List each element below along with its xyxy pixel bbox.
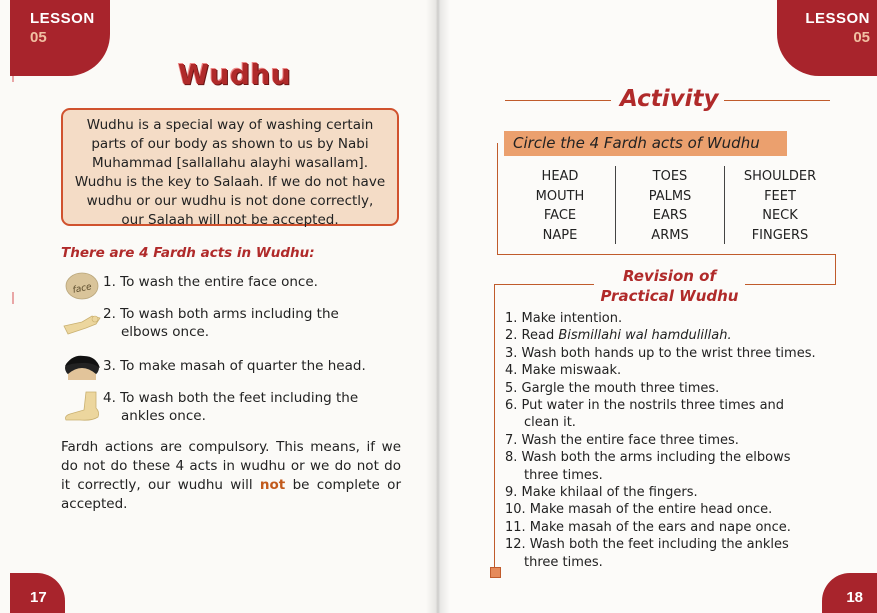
page-title: Wudhu (178, 58, 292, 91)
step-text: 4. Make miswaak. (505, 363, 622, 379)
revision-step (505, 501, 840, 518)
revision-step (505, 519, 840, 536)
fardh-item-text: 1. To wash the entire face once. (103, 274, 318, 290)
fardh-heading: There are 4 Fardh acts in Wudhu: (61, 245, 315, 261)
lesson-badge (10, 0, 110, 76)
step-text: 2. Read (505, 328, 559, 344)
word-option[interactable]: PALMS (648, 188, 692, 204)
fardh-item-text: 2. To wash both arms including the (103, 306, 339, 322)
revision-title-line: Practical Wudhu (600, 287, 739, 305)
intro-box (61, 108, 399, 226)
compulsory-emphasis: not (259, 477, 286, 493)
book-spine (426, 0, 450, 613)
step-text: 6. Put water in the nostrils three times and (505, 398, 785, 414)
word-option[interactable]: NECK (762, 208, 798, 224)
fardh-item-continuation: elbows once. (121, 324, 210, 340)
revision-title (597, 266, 742, 306)
activity-title: Activity (620, 86, 719, 112)
lesson-badge (777, 0, 877, 76)
intro-line: Wudhu is a special way of washing certain (86, 117, 374, 133)
intro-line: Muhammad [sallallahu alayhi wasallam]. (92, 155, 368, 171)
fardh-item (103, 273, 403, 291)
page-edge-mark (12, 292, 14, 304)
intro-line: wudhu or our wudhu is not done correctly, (86, 193, 374, 209)
lesson-number: 05 (30, 29, 47, 46)
frame-end-marker (490, 567, 501, 578)
step-italic-text: Bismillahi wal hamdulillah. (558, 328, 732, 344)
step-continuation: three times. (524, 554, 603, 570)
compulsory-text-end: be complete or accepted. (61, 477, 401, 512)
revision-step (505, 310, 840, 327)
word-option[interactable]: NAPE (542, 228, 578, 244)
word-column (730, 167, 830, 246)
revision-step (505, 449, 840, 484)
page-number: 17 (30, 589, 47, 606)
fardh-item (103, 389, 403, 425)
revision-step (505, 380, 840, 397)
step-text: 7. Wash the entire face three times. (505, 432, 739, 448)
head-icon (62, 352, 102, 380)
revision-steps (505, 310, 840, 571)
frame-line (835, 254, 836, 284)
compulsory-text: Fardh actions are compulsory. This means, if we do not do these 4 acts in wudhu or we do not do it correctly, our wudhu will (61, 439, 401, 493)
step-text: 10. Make masah of the entire head once. (505, 502, 773, 518)
revision-step (505, 432, 840, 449)
word-option[interactable]: SHOULDER (743, 169, 817, 184)
activity-rule-left (505, 100, 611, 101)
face-icon-label: face (71, 282, 93, 296)
fardh-item-continuation: ankles once. (121, 408, 206, 424)
arm-icon (62, 308, 102, 338)
column-divider (724, 166, 725, 244)
frame-line (497, 143, 498, 255)
intro-line: parts of our body as shown to us by Nabi (91, 136, 369, 152)
step-text: 1. Make intention. (505, 311, 623, 326)
revision-step (505, 345, 840, 362)
step-text: 3. Wash both hands up to the wrist three times. (505, 345, 816, 361)
face-icon (64, 271, 100, 301)
activity-rule-right (724, 100, 830, 101)
intro-line: Wudhu is the key to Salaah. If we do not have (74, 174, 386, 190)
step-text: 9. Make khilaal of the fingers. (505, 485, 698, 501)
word-option[interactable]: ARMS (651, 228, 689, 244)
revision-title-line: Revision of (622, 267, 716, 285)
frame-line (745, 284, 836, 285)
foot-icon (62, 390, 102, 422)
revision-step (505, 484, 840, 501)
page-number-tab (10, 573, 65, 613)
step-text: 5. Gargle the mouth three times. (505, 380, 720, 396)
word-column (625, 167, 715, 246)
step-continuation: clean it. (524, 415, 576, 431)
word-option[interactable]: FEET (764, 188, 796, 204)
frame-line (494, 284, 594, 285)
revision-step (505, 362, 840, 379)
intro-line: our Salaah will not be accepted. (121, 212, 339, 228)
fardh-item (103, 305, 403, 341)
revision-step (505, 397, 840, 432)
word-option[interactable]: HEAD (541, 169, 579, 184)
left-page (0, 0, 438, 613)
page-number: 18 (846, 589, 863, 606)
word-option[interactable]: TOES (652, 169, 688, 184)
revision-step (505, 327, 840, 344)
step-text: 8. Wash both the arms including the elbows (505, 450, 791, 466)
column-divider (615, 166, 616, 244)
frame-line (497, 254, 835, 255)
step-text: 12. Wash both the feet including the ankles (505, 537, 789, 553)
revision-step (505, 536, 840, 571)
lesson-word: LESSON (805, 10, 870, 27)
fardh-item (103, 357, 403, 375)
page-number-tab (822, 573, 877, 613)
fardh-item-text: 4. To wash both the feet including the (103, 390, 359, 406)
lesson-number: 05 (853, 29, 870, 46)
lesson-word: LESSON (30, 10, 95, 27)
word-option[interactable]: FACE (543, 208, 577, 224)
fardh-item-text: 3. To make masah of quarter the head. (103, 358, 366, 374)
word-option[interactable]: MOUTH (535, 188, 585, 204)
step-continuation: three times. (524, 467, 603, 483)
step-text: 11. Make masah of the ears and nape once. (505, 519, 791, 535)
compulsory-paragraph (61, 438, 401, 514)
instruction-banner: Circle the 4 Fardh acts of Wudhu (504, 131, 787, 156)
word-column (515, 167, 605, 246)
frame-line (494, 284, 495, 568)
word-option[interactable]: EARS (652, 208, 688, 224)
word-option[interactable]: FINGERS (751, 228, 809, 244)
